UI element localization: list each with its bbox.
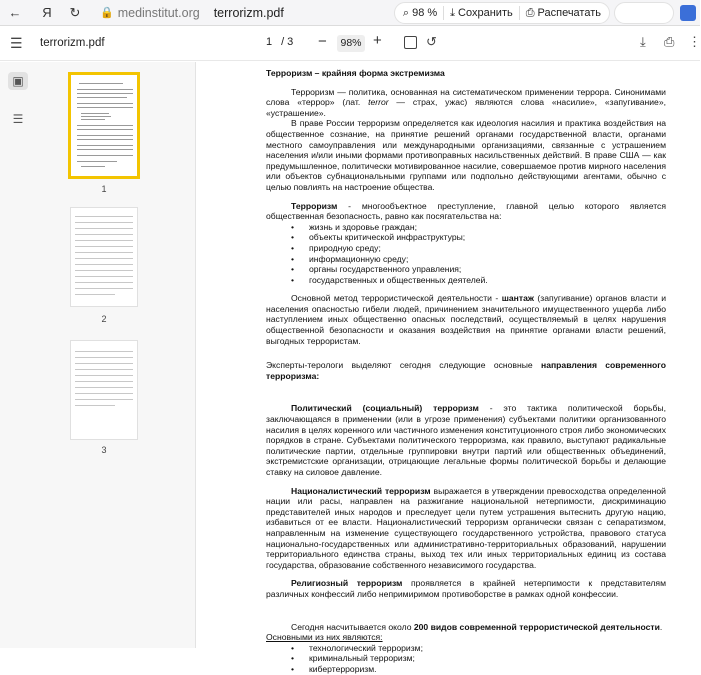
rotate-icon[interactable]: ↺ (426, 34, 437, 49)
kinds-heading: Основными из них являются: (266, 632, 383, 643)
download-icon[interactable]: ⤓ (640, 34, 646, 49)
paragraph-crime: Терроризм - многообъектное преступление, главной целью которого является общественная безопасность, равно как посягательства на: (266, 200, 666, 222)
extra-pill[interactable] (614, 2, 674, 24)
thumbnail-page-2[interactable] (70, 207, 138, 307)
list-item: • органы государственного управления; (291, 264, 666, 275)
paragraph-nationalist: Националистический терроризм выражается в утверждении превосходства определенной нации или расы, направлен на разжигание национальной нетерпимости, дискриминацию представителей иных народов и преследует цели путем устрашения вытеснить другую нацию, избавиться от ее власти. Националистический терроризм органически связан с сепаратизмом, направленным на изменение существующего государственного устройства, правового статуса национально-государственных или административно-территориальных образований, нарушении территориального единства страны, выход тех или иных территориальных единиц из состава государства, образование собственного независимого государства. (266, 485, 666, 570)
targets-list (291, 222, 666, 286)
zoom-in-icon[interactable]: + (373, 32, 382, 49)
sidebar-rail (0, 62, 36, 648)
back-icon[interactable]: ← (8, 5, 22, 20)
pdf-filename: terrorizm.pdf (40, 37, 105, 49)
thumbnail-label-2: 2 (101, 314, 107, 324)
doc-title: Терроризм – крайняя форма экстремизма (266, 68, 445, 78)
address-bar[interactable] (100, 2, 284, 24)
outline-icon[interactable]: ☰ (12, 112, 24, 126)
list-item: • жизнь и здоровье граждан; (291, 222, 666, 233)
extension-icon[interactable] (680, 5, 696, 21)
browser-actions (394, 2, 610, 24)
paragraph-political: Политический (социальный) терроризм - это тактика политической борьбы, заключающаяся в применении (или в угрозе применения) субъектами политики организованного насилия в целях коренного или частичного изменения конституционного строя либо экономических порядков в стране. Субъектами политического терроризма, как правило, выступают радикальные политические партии, отдельные группировки внутри партий или общественных объединений, экстремистские организации, отрицающие легальные формы политической борьбы и делающие ставку на силовое давление. (266, 403, 667, 477)
thumbnail-label-1: 1 (101, 184, 107, 194)
reload-icon[interactable]: ↻ (69, 4, 81, 20)
list-item: • кибертерроризм. (291, 664, 666, 675)
thumbnail-page-1[interactable] (68, 72, 140, 179)
more-options-icon[interactable]: ⋮ (688, 34, 701, 49)
paragraph-religious: Религиозный терроризм проявляется в крайней нетерпимости к представителям различных конфессий либо непримиримом противоборстве в рамках одной конфессии. (266, 578, 666, 599)
fit-page-icon[interactable] (404, 36, 417, 49)
list-item: • природную среду; (291, 243, 666, 254)
paragraph-law: В праве России терроризм определяется как идеология насилия и практика воздействия на общественное сознание, на принятие решений органами государственной власти, органами местного самоуправления или международными организациями, связанные с устрашением населения и/или иными формами противоправных насильственных действий. В праве США — как предумышленное, политически мотивированное насилие, совершаемое против мирного населения или объектов субнациональными группами или подпольно действующими агентами, обычно с целью повлиять на настроение общества. (266, 118, 666, 192)
page-indicator (266, 36, 293, 48)
printer-icon: ⎙ (525, 6, 535, 19)
print-icon[interactable]: ⎙ (664, 34, 675, 49)
paragraph-directions: Эксперты-терологи выделяют сегодня следующие основные направления современного терроризма: (266, 360, 666, 381)
browser-zoom[interactable]: 98 % (412, 7, 438, 19)
pdf-page-area[interactable] (197, 62, 700, 674)
url-title[interactable]: terrorizm.pdf (213, 5, 284, 20)
viewer-zoom-input[interactable]: 98% (337, 35, 365, 52)
menu-icon[interactable]: ☰ (10, 35, 23, 51)
kinds-list (291, 643, 666, 675)
pdf-page-1 (266, 62, 666, 675)
browser-toolbar (0, 0, 700, 26)
zoom-out-icon[interactable]: − (318, 33, 327, 50)
list-item: • информационную среду; (291, 254, 666, 265)
pdf-viewer-toolbar (0, 27, 700, 61)
print-button[interactable]: Распечатать (537, 7, 601, 19)
list-item: • государственных и общественных деятелей. (291, 275, 666, 286)
zoom-icon: ⌕ (402, 6, 410, 19)
thumbnail-label-3: 3 (101, 445, 107, 455)
list-item: • объекты критической инфраструктуры; (291, 232, 666, 243)
save-button[interactable]: Сохранить (458, 7, 513, 19)
url-domain[interactable]: medinstitut.org (117, 5, 200, 20)
lock-icon: 🔒 (100, 7, 114, 19)
thumbnail-panel (36, 62, 196, 648)
list-item: • технологический терроризм; (291, 643, 666, 654)
save-icon: ⤓ (450, 6, 456, 19)
paragraph-definition: Терроризм — политика, основанная на систематическом применении террора. Синонимами слова «террор» (лат. terror — страх, ужас) являются слова «насилие», «запугивание», «устрашение». (266, 86, 667, 118)
paragraph-method: Основной метод террористической деятельности - шантаж (запугивание) органов власти и населения опасностью гибели людей, причинением значительного имущественного ущерба либо наступлением иных общественно опасных последствий, осуществляемый в целях нарушения общественной безопасности и оказания воздействия на принятие органами власти решений, выгодных террористам. (266, 293, 667, 346)
yandex-icon[interactable]: Я (42, 5, 52, 20)
current-page-input[interactable]: 1 (266, 36, 273, 48)
paragraph-kinds: Сегодня насчитывается около 200 видов современной террористической деятельности. (291, 621, 663, 632)
thumbnail-page-3[interactable] (70, 340, 138, 440)
list-item: • криминальный терроризм; (291, 653, 666, 664)
thumbnails-icon[interactable]: ▣ (8, 72, 28, 90)
total-pages: / 3 (281, 36, 294, 48)
